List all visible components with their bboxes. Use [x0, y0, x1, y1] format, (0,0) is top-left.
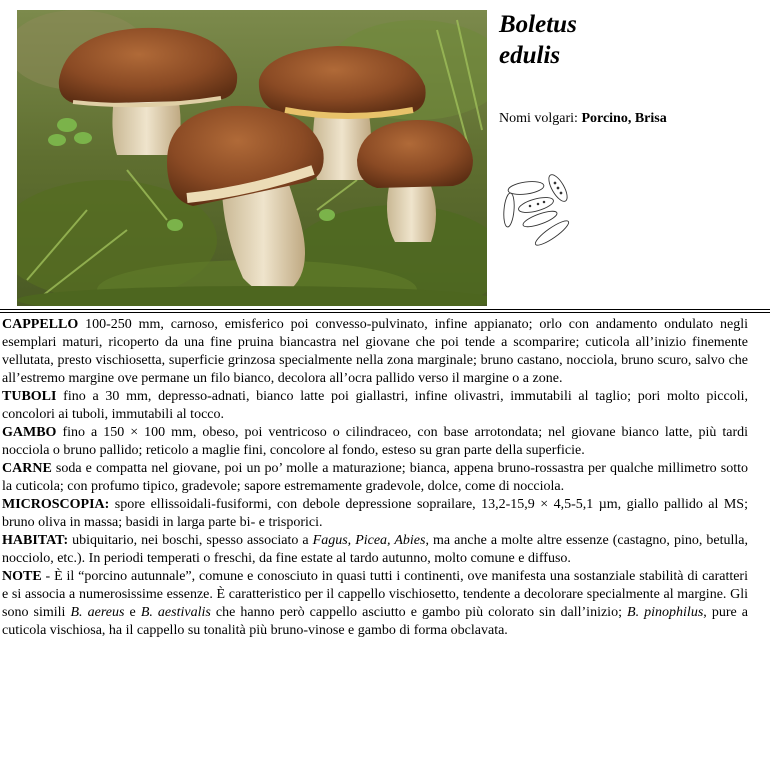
section-heading: TUBOLI — [2, 389, 57, 404]
spore-drawing-icon — [500, 172, 574, 250]
section-gambo — [2, 424, 748, 460]
common-names — [499, 111, 667, 127]
section-text: , pure a cuticola vischiosa, ha il cappello su tonalità più bruno-vinose e gambo di forma obclavata. — [2, 605, 749, 638]
divider-line-bottom — [0, 312, 770, 313]
common-names-label: Nomi volgari: — [499, 111, 578, 126]
section-cappello — [2, 316, 748, 388]
section-text: 100-250 mm, carnoso, emisferico poi convesso-pulvinato, infine appianato; orlo con andamento ondulato negli esemplari maturi, ricoperto da una fine pruina biancastra nel giovane che poi tende a scomparire; cuticola all’inizio finemente vellutata, presto vischiosetta, superficie grinzosa specialmente nella zona marginale; bruno castano, nocciola, bruno scuro, salvo che all’estremo margine ove permane un filo bianco, decolora all’ocra pallido verso il margine o a zone. — [2, 317, 748, 386]
section-text: - È il “porcino autunnale”, comune e conosciuto in quasi tutti i continenti, ove manifesta una sostanziale stabilità di caratteri e si associa a numerosissime essenze. È caratteristico per il cappello vischiosetto, tendente a decolorare specialmente al margine. Gli sono simili — [2, 569, 748, 620]
section-text: fino a 150 × 100 mm, obeso, poi ventricoso o cilindraceo, con base arrotondata; nel giovane bianco latte, più tardi nocciola o bruno pallido; reticolo a maglie fini, concolore al fondo, esteso su gran parte della superficie. — [2, 425, 748, 458]
host-genera: Fagus, Picea, Abies — [312, 533, 426, 548]
species-epithet: edulis — [499, 42, 561, 69]
section-tuboli — [2, 388, 748, 424]
section-note — [2, 568, 748, 640]
section-heading: HABITAT: — [2, 533, 69, 548]
section-habitat — [2, 532, 748, 568]
section-heading: GAMBO — [2, 425, 57, 440]
genus-name: Boletus — [499, 11, 577, 38]
species-description — [2, 316, 748, 640]
section-heading: MICROSCOPIA: — [2, 497, 110, 512]
mushroom-photo — [17, 10, 487, 306]
section-text: e — [124, 605, 141, 620]
section-heading: CARNE — [2, 461, 52, 476]
section-text: ubiquitario, nei boschi, spesso associato a — [68, 533, 313, 548]
section-text: spore ellissoidali-fusiformi, con debole depressione soprailare, 13,2-15,9 × 4,5-5,1 µm, giallo pallido al MS; bruno oliva in massa; basidi in larga parte bi- e trisporici. — [2, 497, 748, 530]
section-text: fino a 30 mm, depresso-adnati, bianco latte poi giallastri, infine olivastri, immutabili al taglio; pori molto piccoli, concolori ai tuboli, immutabili al tocco. — [2, 389, 748, 422]
common-names-value: Porcino, Brisa — [581, 111, 667, 126]
species-ref: B. pinophilus — [627, 605, 704, 620]
species-name — [499, 9, 577, 71]
section-text: che hanno però cappello asciutto e gambo più colorato sin dall’inizio; — [210, 605, 628, 620]
section-text: soda e compatta nel giovane, poi un po’ molle a maturazione; bianca, appena bruno-rossastra per qualche millimetro sotto la cuticola; con profumo tipico, gradevole; sapore estremamente gradevole, dolce, come di nocciola. — [2, 461, 748, 494]
section-heading: CAPPELLO — [2, 317, 79, 332]
section-microscopia — [2, 496, 748, 532]
section-carne — [2, 460, 748, 496]
species-ref: B. aereus — [70, 605, 125, 620]
section-heading: NOTE — [2, 569, 42, 584]
divider-line-top — [0, 309, 770, 310]
species-ref: B. aestivalis — [140, 605, 211, 620]
section-text: , ma anche a molte altre essenze (castagno, pino, betulla, nocciolo, etc.). In periodi temperati o freschi, da fine estate al tardo autunno, molto comune e diffuso. — [2, 533, 748, 566]
